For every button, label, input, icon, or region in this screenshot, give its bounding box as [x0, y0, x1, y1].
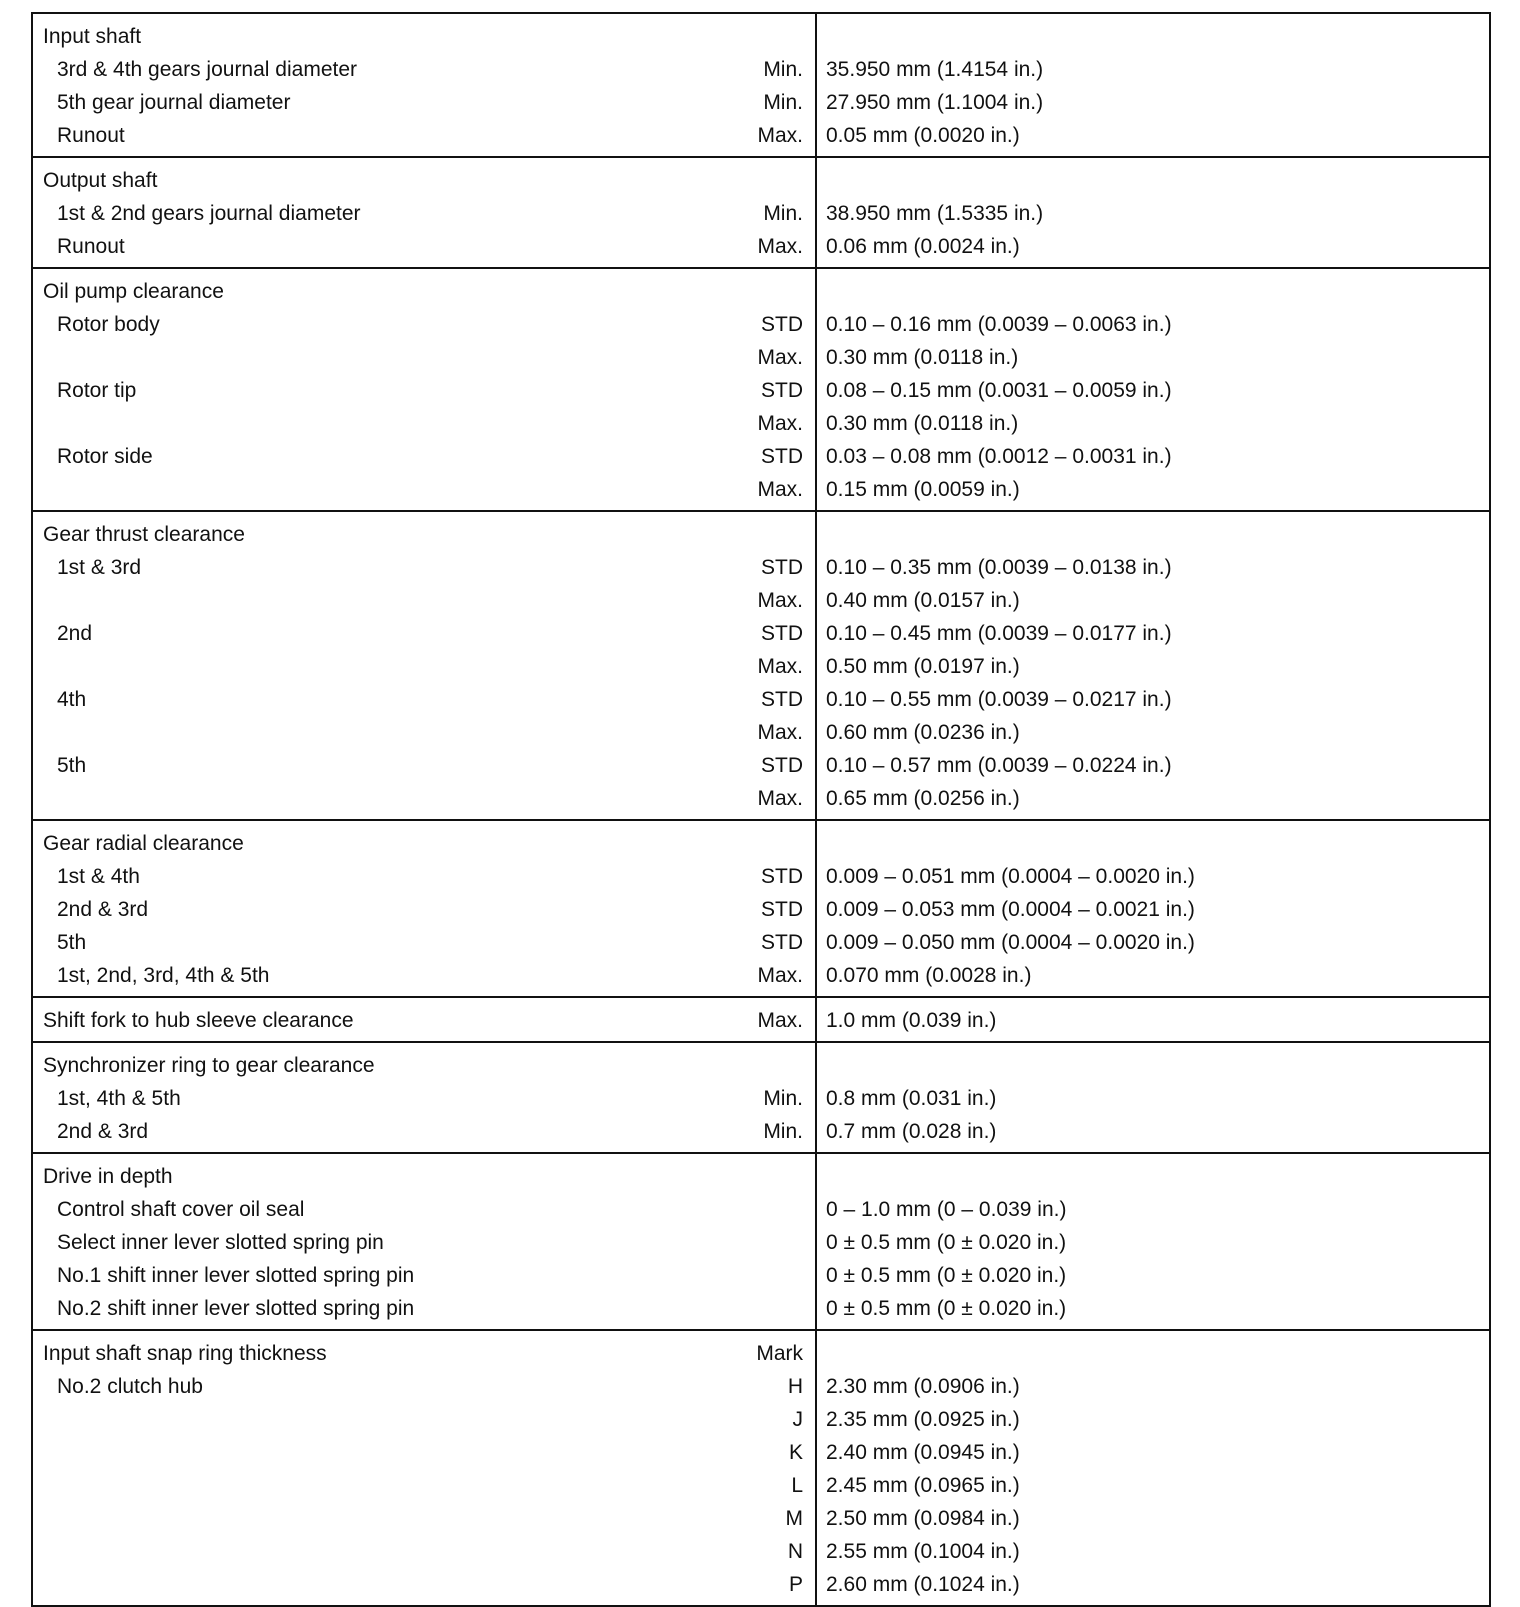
spec-row-value: 2.60 mm (0.1024 in.) — [826, 1573, 1020, 1596]
spec-value-cell — [816, 1042, 1490, 1153]
spec-row-qualifier: STD — [761, 313, 803, 336]
spec-row-value: 0.10 – 0.45 mm (0.0039 – 0.0177 in.) — [826, 622, 1172, 645]
spec-row-value: 0.7 mm (0.028 in.) — [826, 1120, 997, 1143]
spec-row — [33, 584, 815, 617]
spec-row — [33, 1502, 815, 1535]
spec-row-label — [33, 407, 757, 440]
section-title-qualifier — [803, 1049, 815, 1082]
spec-row-qualifier: Max. — [757, 589, 803, 612]
spec-row-qualifier — [803, 1193, 815, 1226]
spec-row-qualifier: Max. — [757, 124, 803, 147]
spec-row-value: 0 – 1.0 mm (0 – 0.039 in.) — [826, 1198, 1067, 1221]
spec-row-qualifier: Max. — [757, 787, 803, 810]
spec-row-label: 1st & 3rd — [57, 556, 142, 579]
spec-section — [32, 13, 1490, 157]
spec-row-label — [33, 1535, 788, 1568]
spec-row — [33, 86, 815, 119]
section-title-qualifier — [803, 518, 815, 551]
spec-value-cell — [816, 268, 1490, 511]
spec-row-value: 2.55 mm (0.1004 in.) — [826, 1540, 1020, 1563]
spec-row-value: 38.950 mm (1.5335 in.) — [826, 202, 1044, 225]
spec-row-qualifier: H — [787, 1375, 803, 1398]
spec-label-cell — [32, 13, 816, 157]
section-title-value — [817, 827, 1489, 860]
spec-value-cell — [816, 997, 1490, 1042]
spec-row-label: No.1 shift inner lever slotted spring pin — [57, 1264, 415, 1287]
spec-section — [32, 820, 1490, 997]
section-title: Drive in depth — [43, 1165, 173, 1188]
spec-row-label — [33, 1436, 789, 1469]
spec-row — [33, 551, 815, 584]
spec-row-value: 0.50 mm (0.0197 in.) — [826, 655, 1020, 678]
spec-row — [33, 1292, 815, 1325]
spec-row-qualifier: K — [788, 1441, 803, 1464]
section-title-value — [817, 164, 1489, 197]
spec-value-cell — [816, 13, 1490, 157]
spec-row — [33, 782, 815, 815]
spec-row-value: 0.30 mm (0.0118 in.) — [826, 412, 1019, 435]
spec-row-label: 2nd — [57, 622, 93, 645]
spec-value-cell — [816, 1330, 1490, 1606]
spec-row-qualifier — [803, 1292, 815, 1325]
spec-row-value: 0 ± 0.5 mm (0 ± 0.020 in.) — [826, 1264, 1067, 1287]
spec-row-qualifier — [803, 1226, 815, 1259]
spec-row-label: 2nd & 3rd — [57, 1120, 149, 1143]
spec-row-qualifier — [803, 1259, 815, 1292]
spec-row-value: 35.950 mm (1.4154 in.) — [826, 58, 1044, 81]
section-title-value — [817, 1160, 1489, 1193]
spec-row-label: 5th gear journal diameter — [57, 91, 291, 114]
section-title: Gear thrust clearance — [43, 523, 245, 546]
spec-row-value: 2.35 mm (0.0925 in.) — [826, 1408, 1020, 1431]
spec-label-cell — [32, 820, 816, 997]
spec-row — [33, 893, 815, 926]
spec-row-value: 0.40 mm (0.0157 in.) — [826, 589, 1020, 612]
spec-row — [33, 749, 815, 782]
spec-row — [33, 617, 815, 650]
spec-row — [33, 119, 815, 152]
spec-row-qualifier: Min. — [763, 1120, 803, 1143]
spec-row-qualifier: J — [792, 1408, 803, 1431]
spec-row — [33, 1226, 815, 1259]
section-title-qualifier: Max. — [757, 1009, 803, 1032]
spec-row-qualifier: Max. — [757, 964, 803, 987]
spec-row — [33, 440, 815, 473]
spec-row — [33, 473, 815, 506]
section-title: Oil pump clearance — [43, 280, 224, 303]
spec-row-qualifier: L — [791, 1474, 803, 1497]
section-title-line — [33, 164, 815, 197]
spec-row-label: Runout — [57, 235, 125, 258]
spec-row-value: 2.30 mm (0.0906 in.) — [826, 1375, 1020, 1398]
spec-row-qualifier: Min. — [763, 91, 803, 114]
spec-row — [33, 1115, 815, 1148]
spec-value-cell — [816, 511, 1490, 820]
spec-label-cell — [32, 157, 816, 268]
spec-row-qualifier: STD — [761, 445, 803, 468]
spec-row-qualifier: STD — [761, 865, 803, 888]
section-title-qualifier — [803, 164, 815, 197]
spec-section — [32, 1153, 1490, 1330]
section-title: Shift fork to hub sleeve clearance — [43, 1009, 354, 1032]
spec-row — [33, 1535, 815, 1568]
section-title: Input shaft snap ring thickness — [43, 1342, 327, 1365]
spec-row — [33, 1568, 815, 1601]
spec-row-qualifier: Max. — [757, 478, 803, 501]
spec-section — [32, 157, 1490, 268]
spec-row-value: 0.10 – 0.16 mm (0.0039 – 0.0063 in.) — [826, 313, 1172, 336]
spec-row-qualifier: Min. — [763, 202, 803, 225]
spec-label-cell — [32, 997, 816, 1042]
spec-label-cell — [32, 1153, 816, 1330]
spec-row-label — [33, 341, 757, 374]
spec-row-label: 2nd & 3rd — [57, 898, 149, 921]
spec-row — [33, 926, 815, 959]
spec-row-value: 0.009 – 0.050 mm (0.0004 – 0.0020 in.) — [826, 931, 1195, 954]
spec-row-value: 0.60 mm (0.0236 in.) — [826, 721, 1020, 744]
spec-row-qualifier: Max. — [757, 235, 803, 258]
spec-row-label — [33, 716, 757, 749]
spec-section — [32, 997, 1490, 1042]
spec-label-cell — [32, 1330, 816, 1606]
specification-table — [31, 12, 1491, 1607]
section-title-qualifier: Mark — [756, 1342, 803, 1365]
section-title: Input shaft — [43, 25, 142, 48]
spec-row-label: 5th — [57, 754, 87, 777]
spec-row-label: 1st & 2nd gears journal diameter — [57, 202, 361, 225]
spec-row-value: 0.009 – 0.051 mm (0.0004 – 0.0020 in.) — [826, 865, 1195, 888]
spec-row-label: 4th — [57, 688, 87, 711]
section-title-value — [817, 1337, 1489, 1370]
section-title: Gear radial clearance — [43, 832, 244, 855]
spec-row-label — [33, 1403, 793, 1436]
spec-row-value: 0.10 – 0.57 mm (0.0039 – 0.0224 in.) — [826, 754, 1172, 777]
spec-row-value: 27.950 mm (1.1004 in.) — [826, 91, 1044, 114]
spec-row-qualifier: Min. — [763, 58, 803, 81]
spec-label-cell — [32, 268, 816, 511]
spec-row-label: Control shaft cover oil seal — [57, 1198, 305, 1221]
spec-row — [33, 341, 815, 374]
specification-table-body — [32, 13, 1490, 1606]
spec-row — [33, 716, 815, 749]
spec-row-value: 0.15 mm (0.0059 in.) — [826, 478, 1020, 501]
spec-row — [33, 1259, 815, 1292]
spec-row-qualifier: Max. — [757, 721, 803, 744]
spec-value-cell — [816, 157, 1490, 268]
section-title-qualifier — [803, 827, 815, 860]
spec-row-qualifier: STD — [761, 688, 803, 711]
spec-section — [32, 268, 1490, 511]
section-title: Synchronizer ring to gear clearance — [43, 1054, 375, 1077]
spec-label-cell — [32, 1042, 816, 1153]
section-title-qualifier — [803, 275, 815, 308]
spec-row-label — [33, 584, 757, 617]
spec-row-label: No.2 shift inner lever slotted spring pin — [57, 1297, 415, 1320]
spec-row-value: 0.03 – 0.08 mm (0.0012 – 0.0031 in.) — [826, 445, 1172, 468]
spec-row-label: No.2 clutch hub — [57, 1375, 203, 1398]
spec-row-label — [33, 650, 757, 683]
section-title-line — [33, 20, 815, 53]
spec-row-label: Select inner lever slotted spring pin — [57, 1231, 384, 1254]
spec-section — [32, 1042, 1490, 1153]
spec-row — [33, 197, 815, 230]
section-title-value: 1.0 mm (0.039 in.) — [826, 1009, 997, 1032]
spec-row-label: Runout — [57, 124, 125, 147]
spec-row-qualifier: STD — [761, 754, 803, 777]
spec-section — [32, 511, 1490, 820]
spec-row-label: 1st & 4th — [57, 865, 140, 888]
spec-row-qualifier: STD — [761, 931, 803, 954]
spec-row-qualifier: Max. — [757, 412, 803, 435]
spec-row-value: 2.45 mm (0.0965 in.) — [826, 1474, 1020, 1497]
spec-row-value: 0.8 mm (0.031 in.) — [826, 1087, 997, 1110]
spec-row-label: 3rd & 4th gears journal diameter — [57, 58, 357, 81]
section-title-line — [33, 1004, 815, 1037]
spec-value-cell — [816, 820, 1490, 997]
spec-row — [33, 959, 815, 992]
section-title-line — [33, 827, 815, 860]
spec-row-value: 0.08 – 0.15 mm (0.0031 – 0.0059 in.) — [826, 379, 1172, 402]
spec-row-value: 0.070 mm (0.0028 in.) — [826, 964, 1032, 987]
section-title-value — [817, 1049, 1489, 1082]
spec-row-value: 0.009 – 0.053 mm (0.0004 – 0.0021 in.) — [826, 898, 1195, 921]
spec-row-qualifier: STD — [761, 379, 803, 402]
spec-row-qualifier: Max. — [757, 655, 803, 678]
spec-row-label — [33, 1502, 786, 1535]
spec-row-value: 0.10 – 0.35 mm (0.0039 – 0.0138 in.) — [826, 556, 1172, 579]
spec-row — [33, 683, 815, 716]
spec-row-label — [33, 1568, 789, 1601]
spec-row-label: Rotor body — [57, 313, 160, 336]
spec-row-value: 0.10 – 0.55 mm (0.0039 – 0.0217 in.) — [826, 688, 1172, 711]
spec-row-value: 2.40 mm (0.0945 in.) — [826, 1441, 1020, 1464]
spec-row-qualifier: Min. — [763, 1087, 803, 1110]
spec-row-value: 0.30 mm (0.0118 in.) — [826, 346, 1019, 369]
spec-label-cell — [32, 511, 816, 820]
spec-row-qualifier: N — [787, 1540, 803, 1563]
section-title-line — [33, 1160, 815, 1193]
spec-row — [33, 407, 815, 440]
spec-row-label: Rotor side — [57, 445, 153, 468]
spec-row-value: 0 ± 0.5 mm (0 ± 0.020 in.) — [826, 1231, 1067, 1254]
spec-row — [33, 1403, 815, 1436]
spec-row — [33, 860, 815, 893]
spec-row-value: 0 ± 0.5 mm (0 ± 0.020 in.) — [826, 1297, 1067, 1320]
section-title-line — [33, 518, 815, 551]
spec-row — [33, 1436, 815, 1469]
spec-row — [33, 230, 815, 263]
section-title: Output shaft — [43, 169, 158, 192]
spec-row-label — [33, 473, 757, 506]
spec-row-qualifier: STD — [761, 898, 803, 921]
spec-row-label: 5th — [57, 931, 87, 954]
section-title-value — [817, 518, 1489, 551]
section-title-line — [33, 275, 815, 308]
spec-row-label — [33, 782, 757, 815]
spec-row — [33, 308, 815, 341]
spec-row-qualifier: STD — [761, 622, 803, 645]
spec-row-qualifier: Max. — [757, 346, 803, 369]
section-title-value — [817, 20, 1489, 53]
spec-row-value: 0.06 mm (0.0024 in.) — [826, 235, 1020, 258]
spec-row-qualifier: M — [785, 1507, 803, 1530]
spec-row-qualifier: STD — [761, 556, 803, 579]
spec-row — [33, 1370, 815, 1403]
spec-row-qualifier: P — [788, 1573, 803, 1596]
spec-row — [33, 1193, 815, 1226]
spec-row — [33, 53, 815, 86]
spec-row-value: 2.50 mm (0.0984 in.) — [826, 1507, 1020, 1530]
spec-row-label: 1st, 4th & 5th — [57, 1087, 181, 1110]
spec-row-label — [33, 1469, 791, 1502]
spec-section — [32, 1330, 1490, 1606]
spec-row-value: 0.05 mm (0.0020 in.) — [826, 124, 1020, 147]
spec-row-label: Rotor tip — [57, 379, 137, 402]
section-title-qualifier — [803, 20, 815, 53]
section-title-qualifier — [803, 1160, 815, 1193]
spec-row — [33, 650, 815, 683]
spec-row — [33, 1469, 815, 1502]
spec-value-cell — [816, 1153, 1490, 1330]
spec-row — [33, 374, 815, 407]
spec-row-label: 1st, 2nd, 3rd, 4th & 5th — [57, 964, 270, 987]
section-title-line — [33, 1337, 815, 1370]
spec-row-value: 0.65 mm (0.0256 in.) — [826, 787, 1020, 810]
spec-row — [33, 1082, 815, 1115]
section-title-value — [817, 275, 1489, 308]
section-title-line — [33, 1049, 815, 1082]
